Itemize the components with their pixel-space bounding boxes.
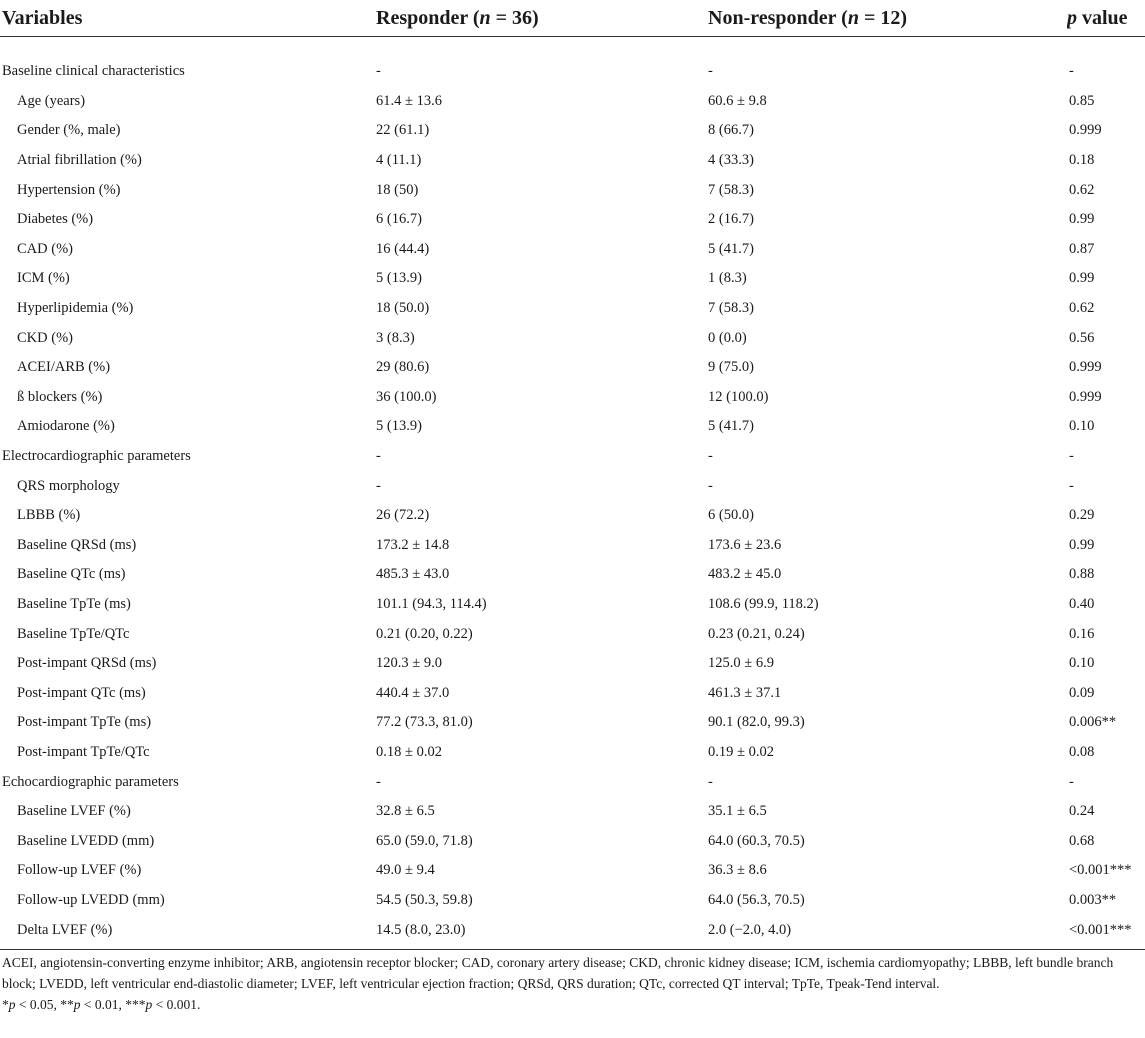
table-row bbox=[0, 412, 1145, 442]
p-value: 0.99 bbox=[1069, 270, 1095, 287]
responder-value: - bbox=[376, 63, 381, 80]
table-row bbox=[0, 175, 1145, 205]
section-label: Baseline clinical characteristics bbox=[2, 63, 185, 80]
non-responder-value: 6 (50.0) bbox=[708, 507, 754, 524]
responder-value: 3 (8.3) bbox=[376, 329, 415, 346]
p-value: 0.29 bbox=[1069, 507, 1095, 524]
table-row bbox=[0, 856, 1145, 886]
table-row bbox=[0, 708, 1145, 738]
non-responder-value: 7 (58.3) bbox=[708, 181, 754, 198]
table-row bbox=[0, 501, 1145, 531]
table-row bbox=[0, 678, 1145, 708]
p-value: - bbox=[1069, 477, 1074, 494]
variable-label: Post-impant TpTe (ms) bbox=[17, 714, 152, 731]
non-responder-value: - bbox=[708, 63, 713, 80]
header-responder: Responder (n = 36) bbox=[374, 0, 706, 37]
non-responder-value: 108.6 (99.9, 118.2) bbox=[708, 595, 819, 612]
variable-label: Amiodarone (%) bbox=[17, 418, 115, 435]
non-responder-value: - bbox=[708, 477, 713, 494]
variable-label: Post-impant QTc (ms) bbox=[17, 684, 146, 701]
variable-label: Diabetes (%) bbox=[17, 211, 94, 228]
p-value: <0.001*** bbox=[1069, 862, 1132, 879]
responder-value: 440.4 ± 37.0 bbox=[376, 684, 450, 701]
responder-value: 49.0 ± 9.4 bbox=[376, 862, 435, 879]
responder-value: 101.1 (94.3, 114.4) bbox=[376, 595, 487, 612]
table-row bbox=[0, 442, 1145, 472]
table-row bbox=[0, 205, 1145, 235]
responder-value: 61.4 ± 13.6 bbox=[376, 92, 442, 109]
variable-label: QRS morphology bbox=[17, 477, 120, 494]
non-responder-value: 7 (58.3) bbox=[708, 300, 754, 317]
non-responder-value: 5 (41.7) bbox=[708, 240, 754, 257]
non-responder-value: 2 (16.7) bbox=[708, 211, 754, 228]
responder-value: 18 (50.0) bbox=[376, 300, 430, 317]
non-responder-value: 12 (100.0) bbox=[708, 388, 769, 405]
p-value: 0.999 bbox=[1069, 388, 1102, 405]
table-row bbox=[0, 37, 1145, 87]
p-value: 0.999 bbox=[1069, 122, 1102, 139]
table-row bbox=[0, 886, 1145, 916]
responder-value: 120.3 ± 9.0 bbox=[376, 655, 442, 672]
non-responder-value: 36.3 ± 8.6 bbox=[708, 862, 767, 879]
responder-value: 54.5 (50.3, 59.8) bbox=[376, 891, 473, 908]
significance-note: *p < 0.05, **p < 0.01, ***p < 0.001. bbox=[2, 997, 201, 1012]
table-row bbox=[0, 294, 1145, 324]
p-value: 0.40 bbox=[1069, 595, 1095, 612]
variable-label: Hyperlipidemia (%) bbox=[17, 300, 134, 317]
responder-value: 65.0 (59.0, 71.8) bbox=[376, 832, 473, 849]
p-value: 0.88 bbox=[1069, 566, 1095, 583]
variable-label: Baseline LVEF (%) bbox=[17, 803, 131, 820]
table-row bbox=[0, 619, 1145, 649]
non-responder-value: 90.1 (82.0, 99.3) bbox=[708, 714, 805, 731]
p-value: 0.85 bbox=[1069, 92, 1095, 109]
non-responder-value: 483.2 ± 45.0 bbox=[708, 566, 782, 583]
table-row bbox=[0, 767, 1145, 797]
variable-label: Post-impant TpTe/QTc bbox=[17, 743, 150, 760]
variable-label: CKD (%) bbox=[17, 329, 73, 346]
p-value: - bbox=[1069, 63, 1074, 80]
non-responder-value: - bbox=[708, 773, 713, 790]
non-responder-value: 35.1 ± 6.5 bbox=[708, 803, 767, 820]
p-value: 0.09 bbox=[1069, 684, 1095, 701]
non-responder-value: 1 (8.3) bbox=[708, 270, 747, 287]
responder-value: 5 (13.9) bbox=[376, 418, 422, 435]
responder-value: 485.3 ± 43.0 bbox=[376, 566, 450, 583]
responder-value: 26 (72.2) bbox=[376, 507, 430, 524]
responder-value: 18 (50) bbox=[376, 181, 419, 198]
variable-label: Hypertension (%) bbox=[17, 181, 121, 198]
p-value: - bbox=[1069, 448, 1074, 465]
section-label: Electrocardiographic parameters bbox=[2, 448, 191, 465]
responder-value: 16 (44.4) bbox=[376, 240, 430, 257]
variable-label: Baseline QTc (ms) bbox=[17, 566, 126, 583]
table-row bbox=[0, 146, 1145, 176]
responder-value: 6 (16.7) bbox=[376, 211, 422, 228]
responder-value: - bbox=[376, 773, 381, 790]
non-responder-value: 64.0 (60.3, 70.5) bbox=[708, 832, 805, 849]
variable-label: Delta LVEF (%) bbox=[0, 915, 374, 949]
variable-label: Baseline TpTe (ms) bbox=[17, 595, 131, 612]
non-responder-value: 461.3 ± 37.1 bbox=[708, 684, 782, 701]
p-value: 0.08 bbox=[1069, 743, 1095, 760]
responder-value: 77.2 (73.3, 81.0) bbox=[376, 714, 473, 731]
p-value: 0.62 bbox=[1069, 181, 1095, 198]
p-value: 0.10 bbox=[1069, 418, 1095, 435]
p-value: 0.24 bbox=[1069, 803, 1095, 820]
variable-label: ACEI/ARB (%) bbox=[17, 359, 111, 376]
p-value: <0.001*** bbox=[1067, 915, 1145, 949]
table-row bbox=[0, 323, 1145, 353]
header-row bbox=[0, 0, 1145, 37]
non-responder-value: - bbox=[708, 448, 713, 465]
responder-value: 22 (61.1) bbox=[376, 122, 430, 139]
table-footnotes bbox=[2, 952, 1142, 1015]
table-row bbox=[0, 116, 1145, 146]
responder-value: - bbox=[376, 448, 381, 465]
table-row bbox=[0, 590, 1145, 620]
variable-label: Age (years) bbox=[17, 92, 86, 109]
non-responder-value: 8 (66.7) bbox=[708, 122, 754, 139]
variable-label: Follow-up LVEF (%) bbox=[17, 862, 142, 879]
table-row bbox=[0, 797, 1145, 827]
table-body bbox=[0, 37, 1145, 950]
responder-value: 5 (13.9) bbox=[376, 270, 422, 287]
responder-value: 14.5 (8.0, 23.0) bbox=[374, 915, 706, 949]
p-value: 0.999 bbox=[1069, 359, 1102, 376]
responder-value: 0.21 (0.20, 0.22) bbox=[376, 625, 473, 642]
table-row bbox=[0, 353, 1145, 383]
p-value: - bbox=[1069, 773, 1074, 790]
table-row bbox=[0, 264, 1145, 294]
responder-value: 173.2 ± 14.8 bbox=[376, 536, 450, 553]
p-value: 0.18 bbox=[1069, 152, 1095, 169]
table-row bbox=[0, 560, 1145, 590]
table-row bbox=[0, 235, 1145, 265]
non-responder-value: 0 (0.0) bbox=[708, 329, 747, 346]
responder-value: 29 (80.6) bbox=[376, 359, 430, 376]
p-value: 0.006** bbox=[1069, 714, 1117, 731]
variable-label: Baseline QRSd (ms) bbox=[17, 536, 137, 553]
variable-label: Gender (%, male) bbox=[17, 122, 121, 139]
variable-label: ß blockers (%) bbox=[17, 388, 103, 405]
p-value: 0.99 bbox=[1069, 211, 1095, 228]
non-responder-value: 64.0 (56.3, 70.5) bbox=[708, 891, 805, 908]
abbreviations-note: ACEI, angiotensin-converting enzyme inhibitor; ARB, angiotensin receptor blocker; CAD, coronary artery disease; CKD, chronic kidney disease; ICM, ischemia cardiomyopathy; LBBB, left bundle branch block; LVEDD, left ventricular end-diastolic diameter; LVEF, left ventricular ejection fraction; QRSd, QRS duration; QTc, corrected QT interval; TpTe, Tpeak-Tend interval. bbox=[2, 955, 1114, 991]
table-row bbox=[0, 915, 1145, 949]
non-responder-value: 9 (75.0) bbox=[708, 359, 754, 376]
responder-value: 4 (11.1) bbox=[376, 152, 422, 169]
table-row bbox=[0, 826, 1145, 856]
non-responder-value: 2.0 (−2.0, 4.0) bbox=[706, 915, 1067, 949]
table-row bbox=[0, 87, 1145, 117]
p-value: 0.87 bbox=[1069, 240, 1095, 257]
non-responder-value: 173.6 ± 23.6 bbox=[708, 536, 782, 553]
variable-label: Baseline TpTe/QTc bbox=[17, 625, 130, 642]
variable-label: LBBB (%) bbox=[17, 507, 81, 524]
variable-label: ICM (%) bbox=[17, 270, 70, 287]
table-row bbox=[0, 649, 1145, 679]
header-non-responder: Non-responder (n = 12) bbox=[706, 0, 1067, 37]
variable-label: Atrial fibrillation (%) bbox=[17, 152, 142, 169]
table-header bbox=[0, 0, 1145, 37]
variable-label: CAD (%) bbox=[17, 240, 73, 257]
header-p-value: p value bbox=[1067, 0, 1145, 37]
variable-label: Follow-up LVEDD (mm) bbox=[17, 891, 165, 908]
p-value: 0.56 bbox=[1069, 329, 1095, 346]
p-value: 0.68 bbox=[1069, 832, 1095, 849]
responder-value: 0.18 ± 0.02 bbox=[376, 743, 442, 760]
table-row bbox=[0, 531, 1145, 561]
non-responder-value: 125.0 ± 6.9 bbox=[708, 655, 774, 672]
responder-value: 36 (100.0) bbox=[376, 388, 437, 405]
table-row bbox=[0, 471, 1145, 501]
section-label: Echocardiographic parameters bbox=[2, 773, 179, 790]
variable-label: Post-impant QRSd (ms) bbox=[17, 655, 157, 672]
non-responder-value: 5 (41.7) bbox=[708, 418, 754, 435]
table-row bbox=[0, 738, 1145, 768]
p-value: 0.16 bbox=[1069, 625, 1095, 642]
p-value: 0.99 bbox=[1069, 536, 1095, 553]
non-responder-value: 0.19 ± 0.02 bbox=[708, 743, 774, 760]
responder-value: - bbox=[376, 477, 381, 494]
non-responder-value: 0.23 (0.21, 0.24) bbox=[708, 625, 805, 642]
responder-value: 32.8 ± 6.5 bbox=[376, 803, 435, 820]
variable-label: Baseline LVEDD (mm) bbox=[17, 832, 155, 849]
non-responder-value: 60.6 ± 9.8 bbox=[708, 92, 767, 109]
table-row bbox=[0, 383, 1145, 413]
p-value: 0.10 bbox=[1069, 655, 1095, 672]
header-variables: Variables bbox=[0, 0, 374, 37]
p-value: 0.003** bbox=[1069, 891, 1117, 908]
non-responder-value: 4 (33.3) bbox=[708, 152, 754, 169]
p-value: 0.62 bbox=[1069, 300, 1095, 317]
